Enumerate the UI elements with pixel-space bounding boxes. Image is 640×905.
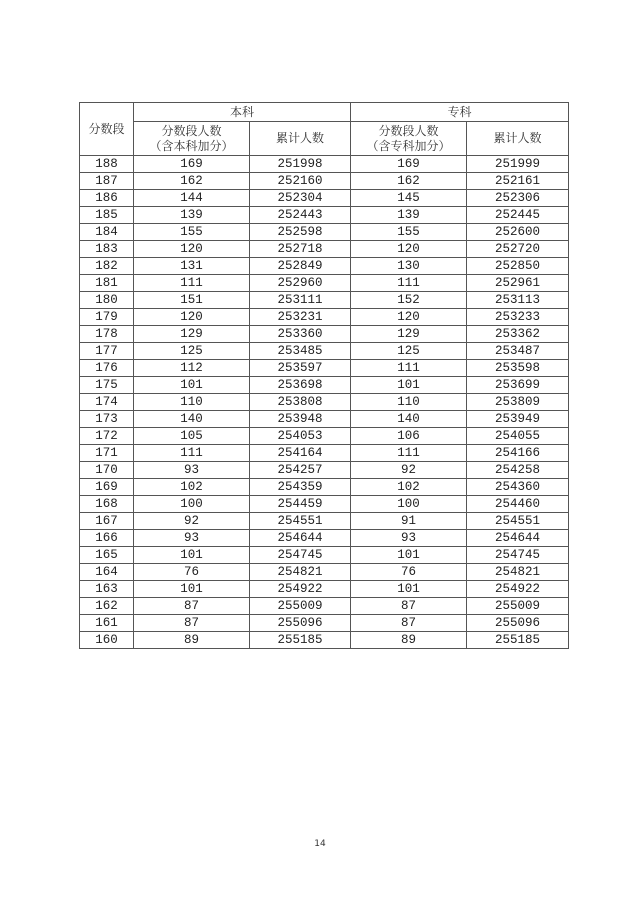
zhuanke-count-cell: 106 [351,428,467,445]
table-row [80,411,569,428]
table-row [80,360,569,377]
zhuanke-cumulative-cell: 253949 [467,411,569,428]
table-row [80,632,569,649]
zhuanke-count-cell: 129 [351,326,467,343]
zhuanke-cumulative-cell: 253598 [467,360,569,377]
table-body [80,156,569,649]
zhuanke-count-cell: 101 [351,377,467,394]
zhuanke-cumulative-cell: 255185 [467,632,569,649]
zhuanke-cumulative-cell: 252445 [467,207,569,224]
zhuanke-count-cell: 93 [351,530,467,547]
zhuanke-cumulative-cell: 251999 [467,156,569,173]
header-benke-cumulative: 累计人数 [250,122,351,156]
zhuanke-cumulative-cell: 253699 [467,377,569,394]
score-cell: 182 [80,258,134,275]
benke-cumulative-cell: 253597 [250,360,351,377]
benke-cumulative-cell: 254644 [250,530,351,547]
benke-cumulative-cell: 255096 [250,615,351,632]
table-row [80,190,569,207]
zhuanke-cumulative-cell: 254821 [467,564,569,581]
benke-cumulative-cell: 253231 [250,309,351,326]
benke-cumulative-cell: 253698 [250,377,351,394]
zhuanke-cumulative-cell: 252161 [467,173,569,190]
table-row [80,394,569,411]
benke-cumulative-cell: 253111 [250,292,351,309]
score-cell: 160 [80,632,134,649]
benke-cumulative-cell: 253948 [250,411,351,428]
score-cell: 164 [80,564,134,581]
benke-cumulative-cell: 252598 [250,224,351,241]
zhuanke-count-cell: 102 [351,479,467,496]
zhuanke-cumulative-cell: 254055 [467,428,569,445]
benke-count-cell: 89 [134,632,250,649]
score-cell: 170 [80,462,134,479]
header-benke-count-line1: 分数段人数 [161,123,222,138]
table-row [80,241,569,258]
benke-count-cell: 151 [134,292,250,309]
benke-count-cell: 120 [134,309,250,326]
table-row [80,258,569,275]
benke-count-cell: 87 [134,598,250,615]
zhuanke-cumulative-cell: 254460 [467,496,569,513]
zhuanke-cumulative-cell: 252850 [467,258,569,275]
page-number: 14 [314,839,326,849]
header-zhuanke-cumulative: 累计人数 [467,122,569,156]
score-cell: 175 [80,377,134,394]
zhuanke-count-cell: 92 [351,462,467,479]
header-benke: 本科 [134,103,351,122]
table-row [80,615,569,632]
benke-count-cell: 76 [134,564,250,581]
zhuanke-count-cell: 111 [351,275,467,292]
table-row [80,513,569,530]
benke-count-cell: 110 [134,394,250,411]
zhuanke-count-cell: 100 [351,496,467,513]
table-row [80,156,569,173]
score-cell: 176 [80,360,134,377]
benke-count-cell: 102 [134,479,250,496]
zhuanke-count-cell: 139 [351,207,467,224]
benke-cumulative-cell: 254164 [250,445,351,462]
benke-cumulative-cell: 254359 [250,479,351,496]
score-cell: 185 [80,207,134,224]
score-cell: 162 [80,598,134,615]
table-row [80,428,569,445]
zhuanke-count-cell: 110 [351,394,467,411]
benke-count-cell: 112 [134,360,250,377]
table-row [80,224,569,241]
zhuanke-count-cell: 87 [351,598,467,615]
benke-count-cell: 139 [134,207,250,224]
table-row [80,547,569,564]
table-row [80,173,569,190]
table-row [80,530,569,547]
benke-cumulative-cell: 254053 [250,428,351,445]
table-row [80,479,569,496]
table-row [80,496,569,513]
benke-cumulative-cell: 251998 [250,156,351,173]
zhuanke-cumulative-cell: 252600 [467,224,569,241]
zhuanke-cumulative-cell: 254360 [467,479,569,496]
table-row [80,598,569,615]
zhuanke-cumulative-cell: 253233 [467,309,569,326]
zhuanke-cumulative-cell: 253487 [467,343,569,360]
zhuanke-cumulative-cell: 254745 [467,547,569,564]
benke-cumulative-cell: 255185 [250,632,351,649]
benke-count-cell: 169 [134,156,250,173]
score-cell: 173 [80,411,134,428]
benke-count-cell: 87 [134,615,250,632]
benke-count-cell: 140 [134,411,250,428]
benke-count-cell: 105 [134,428,250,445]
zhuanke-count-cell: 111 [351,445,467,462]
zhuanke-count-cell: 130 [351,258,467,275]
zhuanke-count-cell: 91 [351,513,467,530]
benke-count-cell: 144 [134,190,250,207]
score-cell: 166 [80,530,134,547]
benke-cumulative-cell: 254257 [250,462,351,479]
benke-cumulative-cell: 253360 [250,326,351,343]
table-row [80,343,569,360]
zhuanke-cumulative-cell: 254644 [467,530,569,547]
benke-cumulative-cell: 252960 [250,275,351,292]
zhuanke-cumulative-cell: 254551 [467,513,569,530]
table-row [80,275,569,292]
header-zhuanke-count [351,122,467,156]
benke-cumulative-cell: 252304 [250,190,351,207]
zhuanke-count-cell: 87 [351,615,467,632]
benke-count-cell: 162 [134,173,250,190]
score-cell: 177 [80,343,134,360]
zhuanke-count-cell: 120 [351,309,467,326]
benke-count-cell: 120 [134,241,250,258]
benke-cumulative-cell: 252849 [250,258,351,275]
score-cell: 174 [80,394,134,411]
zhuanke-cumulative-cell: 252720 [467,241,569,258]
zhuanke-count-cell: 140 [351,411,467,428]
score-cell: 188 [80,156,134,173]
zhuanke-cumulative-cell: 254258 [467,462,569,479]
header-zhuanke: 专科 [351,103,569,122]
benke-cumulative-cell: 254551 [250,513,351,530]
zhuanke-cumulative-cell: 253113 [467,292,569,309]
zhuanke-cumulative-cell: 252306 [467,190,569,207]
benke-cumulative-cell: 254459 [250,496,351,513]
score-cell: 171 [80,445,134,462]
benke-cumulative-cell: 254922 [250,581,351,598]
zhuanke-count-cell: 155 [351,224,467,241]
benke-count-cell: 92 [134,513,250,530]
score-cell: 183 [80,241,134,258]
score-cell: 180 [80,292,134,309]
table-row [80,377,569,394]
score-cell: 169 [80,479,134,496]
benke-cumulative-cell: 254745 [250,547,351,564]
table-row [80,207,569,224]
score-cell: 163 [80,581,134,598]
zhuanke-cumulative-cell: 254166 [467,445,569,462]
benke-count-cell: 111 [134,445,250,462]
score-cell: 181 [80,275,134,292]
score-cell: 184 [80,224,134,241]
zhuanke-count-cell: 89 [351,632,467,649]
benke-cumulative-cell: 253485 [250,343,351,360]
header-zhuanke-count-line2: （含专科加分） [366,138,451,153]
header-zhuanke-count-line1: 分数段人数 [378,123,439,138]
score-cell: 165 [80,547,134,564]
score-cell: 161 [80,615,134,632]
benke-count-cell: 129 [134,326,250,343]
benke-cumulative-cell: 253808 [250,394,351,411]
header-benke-count-line2: （含本科加分） [149,138,234,153]
zhuanke-count-cell: 76 [351,564,467,581]
table-row [80,292,569,309]
benke-count-cell: 125 [134,343,250,360]
zhuanke-count-cell: 152 [351,292,467,309]
benke-count-cell: 101 [134,547,250,564]
benke-count-cell: 101 [134,377,250,394]
benke-count-cell: 155 [134,224,250,241]
zhuanke-count-cell: 125 [351,343,467,360]
score-cell: 187 [80,173,134,190]
header-score-segment: 分数段 [80,103,134,156]
zhuanke-cumulative-cell: 253362 [467,326,569,343]
zhuanke-cumulative-cell: 255009 [467,598,569,615]
table-row [80,309,569,326]
benke-count-cell: 93 [134,530,250,547]
score-cell: 172 [80,428,134,445]
zhuanke-cumulative-cell: 253809 [467,394,569,411]
table-row [80,462,569,479]
benke-cumulative-cell: 252443 [250,207,351,224]
table-row [80,326,569,343]
score-cell: 167 [80,513,134,530]
benke-count-cell: 111 [134,275,250,292]
zhuanke-count-cell: 145 [351,190,467,207]
score-cell: 178 [80,326,134,343]
table-row [80,564,569,581]
table-row [80,581,569,598]
zhuanke-count-cell: 169 [351,156,467,173]
zhuanke-count-cell: 111 [351,360,467,377]
header-benke-count [134,122,250,156]
zhuanke-count-cell: 162 [351,173,467,190]
benke-count-cell: 101 [134,581,250,598]
score-cell: 168 [80,496,134,513]
zhuanke-count-cell: 101 [351,547,467,564]
zhuanke-count-cell: 120 [351,241,467,258]
score-cell: 186 [80,190,134,207]
table-row [80,445,569,462]
benke-cumulative-cell: 254821 [250,564,351,581]
benke-count-cell: 93 [134,462,250,479]
benke-count-cell: 100 [134,496,250,513]
zhuanke-count-cell: 101 [351,581,467,598]
benke-cumulative-cell: 252718 [250,241,351,258]
benke-count-cell: 131 [134,258,250,275]
zhuanke-cumulative-cell: 252961 [467,275,569,292]
score-distribution-table [79,102,569,649]
zhuanke-cumulative-cell: 254922 [467,581,569,598]
benke-cumulative-cell: 255009 [250,598,351,615]
benke-cumulative-cell: 252160 [250,173,351,190]
score-cell: 179 [80,309,134,326]
zhuanke-cumulative-cell: 255096 [467,615,569,632]
